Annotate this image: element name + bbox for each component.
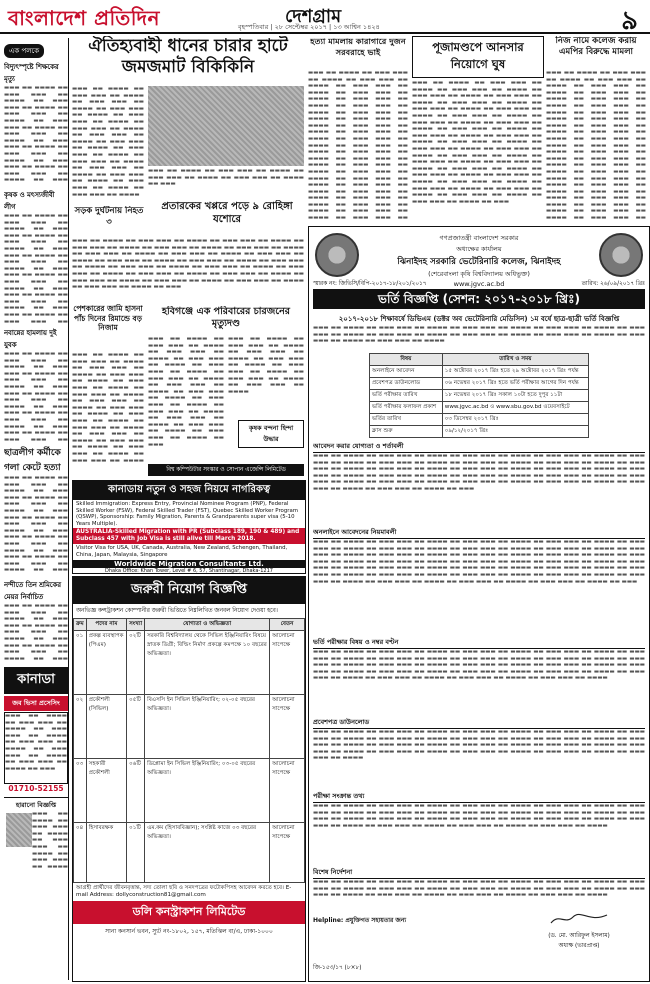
table-cell: ০১ [74,631,87,695]
story-police [72,352,144,462]
government-seal-icon [315,233,359,277]
paddy-market-photo [148,86,304,166]
story-headline: ঐতিহ্যবাহী ধানের চারার হাটে জমজমাট বিকিকিনি [88,36,288,77]
table-row [74,631,305,695]
table-row [370,366,589,378]
college-logo-icon [599,233,643,277]
story-road-box [72,206,146,238]
table-header-row [74,619,305,631]
page-number: ৯ [621,6,638,36]
table-cell: ০৩ ডিসেম্বর ২০১৭ খ্রিঃ [442,414,588,426]
table-row [370,390,589,402]
story-body: ▬▬▬ ▬▬ ▬▬▬▬ ▬▬ ▬▬▬ ▬▬▬ ▬▬ ▬▬▬▬ ▬▬ ▬▬▬ ▬▬▬ ▬▬ ▬▬▬▬ ▬▬ ▬▬▬ ▬▬▬ ▬▬ ▬▬▬▬ ▬▬ ▬▬▬ ▬▬▬ ▬▬ ▬▬▬▬ ▬▬ ▬▬▬ ▬▬▬ ▬▬ ▬▬▬▬ ▬▬ ▬▬▬ ▬▬▬ ▬▬ ▬▬▬▬ ▬▬ ▬▬▬ ▬▬▬ ▬▬ ▬▬▬▬ ▬▬ ▬▬▬ ▬▬▬ ▬▬ ▬▬▬▬ ▬▬ ▬▬▬ ▬▬▬ ▬▬ ▬▬▬▬ ▬▬ ▬▬▬ ▬▬▬ ▬▬ ▬▬▬▬ ▬▬ ▬▬▬ ▬▬▬ ▬▬ ▬▬▬▬ ▬▬ ▬▬▬ ▬▬▬ ▬▬ ▬▬▬▬ ▬▬ ▬▬▬ ▬▬▬ ▬▬ ▬▬▬▬ ▬▬ ▬▬▬ ▬▬▬ ▬▬ ▬▬▬▬ ▬▬ ▬▬▬ ▬▬▬ ▬▬ ▬▬▬▬ ▬▬ ▬▬▬ ▬▬▬ ▬▬ ▬▬▬▬ ▬▬ ▬▬▬ ▬▬▬ ▬▬ ▬▬▬▬ ▬▬ ▬▬▬ ▬▬▬ ▬▬ ▬▬▬▬ ▬▬ ▬▬▬ ▬▬▬ ▬▬ ▬▬▬▬ ▬▬ ▬▬▬ ▬▬▬ ▬▬ ▬▬▬▬ ▬▬ ▬▬▬ ▬▬▬ ▬▬ ▬▬▬▬ ▬▬ ▬▬▬ ▬▬▬ ▬▬ ▬▬▬▬ ▬▬ ▬▬▬ ▬▬▬ ▬▬ ▬▬▬▬ ▬▬ ▬▬▬ ▬▬▬ ▬▬ ▬▬▬▬ ▬▬ ▬▬▬ ▬▬▬ ▬▬ ▬▬▬▬ ▬▬ ▬▬▬ ▬▬▬ ▬▬ ▬▬▬▬ ▬▬ ▬▬▬ ▬▬▬ ▬▬ ▬▬▬▬ ▬▬ ▬▬▬ [412,80,542,205]
brief-headline: নন্দীতে তিন শ্রমিকের মেয়র নির্বাচিত [4,581,62,601]
story-kids-box [546,36,646,68]
col-header: বেতন [270,619,305,631]
table-cell: অনলাইনে আবেদন [370,366,443,378]
section-body: ▬▬▬ ▬▬ ▬▬▬▬ ▬▬ ▬▬▬ ▬▬▬ ▬▬ ▬▬▬▬ ▬▬ ▬▬▬ ▬▬▬ ▬▬ ▬▬▬▬ ▬▬ ▬▬▬ ▬▬▬ ▬▬ ▬▬▬▬ ▬▬ ▬▬▬ ▬▬▬ ▬▬ ▬▬▬▬ ▬▬ ▬▬▬ ▬▬▬ ▬▬ ▬▬▬▬ ▬▬ ▬▬▬ ▬▬▬ ▬▬ ▬▬▬▬ ▬▬ ▬▬▬ ▬▬▬ ▬▬ ▬▬▬▬ ▬▬ ▬▬▬ ▬▬▬ ▬▬ ▬▬▬▬ ▬▬ ▬▬▬ ▬▬▬ ▬▬ ▬▬▬▬ ▬▬ ▬▬▬ ▬▬▬ ▬▬ ▬▬▬▬ ▬▬ ▬▬▬ ▬▬▬ ▬▬ ▬▬▬▬ ▬▬ ▬▬▬ ▬▬▬ ▬▬ ▬▬▬▬ ▬▬ ▬▬▬ ▬▬▬ ▬▬ ▬▬▬▬ ▬▬ ▬▬▬ ▬▬▬ ▬▬ ▬▬▬▬ ▬▬ ▬▬▬ ▬▬▬ ▬▬ ▬▬▬▬ ▬▬ ▬▬▬ ▬▬▬ ▬▬ ▬▬▬▬ [313,729,645,762]
table-cell: ক্লাস শুরু [370,426,443,438]
job-ad-body: ▬▬▬ ▬▬ ▬▬▬▬ ▬▬ ▬▬▬ ▬▬▬ ▬▬ ▬▬▬▬ ▬▬ ▬▬▬ ▬▬▬ ▬▬ ▬▬▬▬ ▬▬ ▬▬▬ ▬▬▬ ▬▬ ▬▬▬▬ ▬▬ ▬▬▬ ▬▬▬ ▬▬ ▬▬▬▬ ▬▬ ▬▬▬ ▬▬▬ ▬▬ ▬▬▬▬ ▬▬ ▬▬▬ [4,712,68,784]
table-cell: আলোচনা সাপেক্ষে [270,631,305,695]
table-cell: আলোচনা সাপেক্ষে [270,695,305,759]
brief-headline: বিদ্যুৎস্পৃষ্টে শিক্ষকের মৃত্যু [4,63,59,83]
table-cell: ০১টি [127,823,145,883]
section-body: ▬▬▬ ▬▬ ▬▬▬▬ ▬▬ ▬▬▬ ▬▬▬ ▬▬ ▬▬▬▬ ▬▬ ▬▬▬ ▬▬▬ ▬▬ ▬▬▬▬ ▬▬ ▬▬▬ ▬▬▬ ▬▬ ▬▬▬▬ ▬▬ ▬▬▬ ▬▬▬ ▬▬ ▬▬▬▬ ▬▬ ▬▬▬ ▬▬▬ ▬▬ ▬▬▬▬ ▬▬ ▬▬▬ ▬▬▬ ▬▬ ▬▬▬▬ ▬▬ ▬▬▬ ▬▬▬ ▬▬ ▬▬▬▬ ▬▬ ▬▬▬ ▬▬▬ ▬▬ ▬▬▬▬ ▬▬ ▬▬▬ ▬▬▬ ▬▬ ▬▬▬▬ ▬▬ ▬▬▬ ▬▬▬ ▬▬ ▬▬▬▬ ▬▬ ▬▬▬ ▬▬▬ ▬▬ ▬▬▬▬ [313,879,645,899]
table-cell: ০৯/১২/২০১৭ খ্রিঃ [442,426,588,438]
col-header: যোগ্যতা ও অভিজ্ঞতা [145,619,270,631]
photo-caption: ▬▬▬ ▬▬ ▬▬▬▬ ▬▬ ▬▬▬ ▬▬▬ ▬▬ ▬▬▬▬ ▬▬ ▬▬▬ ▬▬▬ ▬▬ ▬▬▬▬ ▬▬ ▬▬▬ ▬▬▬ ▬▬ ▬▬▬▬ ▬▬ ▬▬▬ [148,168,304,188]
table-cell: আলোচনা সাপেক্ষে [270,823,305,883]
table-cell: সরকারি বিশ্ববিদ্যালয় থেকে সিভিল ইঞ্জিনিয়ারিং বিষয়ে স্নাতক ডিগ্রী; বিল্ডিং নির্মাণ প্রকল্পে কমপক্ষে ১০ বছরের অভিজ্ঞতা। [145,631,270,695]
story-headline: পেশকারের জামি হাসনা পাঁচ দিনের রিমান্ডে বড় নিজাম [73,304,143,332]
job-visa-ad: জব ভিসা প্রসেসিং [4,696,68,711]
story-paddy-headline-box [72,36,304,84]
ad-company: Worldwide Migration Consultants Ltd. [73,560,305,568]
missing-notice-title: হারানো বিজ্ঞপ্তি [4,797,68,811]
table-row [74,695,305,759]
table-cell: ০২ [74,695,87,759]
helpline: Helpline: প্রযুক্তিগত সহায়তার জন্য [313,917,407,924]
recruitment-table [73,618,305,883]
masthead [0,0,650,34]
col-header: পদের নাম [86,619,126,631]
brief-body: ▬▬▬ ▬▬ ▬▬▬▬ ▬▬ ▬▬▬ ▬▬▬ ▬▬ ▬▬▬▬ ▬▬ ▬▬▬ ▬▬▬ ▬▬ ▬▬▬▬ ▬▬ ▬▬▬ ▬▬▬ ▬▬ ▬▬▬▬ ▬▬ ▬▬▬ ▬▬▬ ▬▬ ▬▬▬▬ ▬▬ ▬▬▬ ▬▬▬ ▬▬ ▬▬▬▬ ▬▬ ▬▬▬ [4,603,68,662]
section-heading: বিশেষ নির্দেশনা [313,867,645,879]
table-cell: প্রবেশপত্র ডাউনলোড [370,378,443,390]
section-body: ▬▬▬ ▬▬ ▬▬▬▬ ▬▬ ▬▬▬ ▬▬▬ ▬▬ ▬▬▬▬ ▬▬ ▬▬▬ ▬▬▬ ▬▬ ▬▬▬▬ ▬▬ ▬▬▬ ▬▬▬ ▬▬ ▬▬▬▬ ▬▬ ▬▬▬ ▬▬▬ ▬▬ ▬▬▬▬ ▬▬ ▬▬▬ ▬▬▬ ▬▬ ▬▬▬▬ ▬▬ ▬▬▬ ▬▬▬ ▬▬ ▬▬▬▬ ▬▬ ▬▬▬ ▬▬▬ ▬▬ ▬▬▬▬ ▬▬ ▬▬▬ ▬▬▬ ▬▬ ▬▬▬▬ ▬▬ ▬▬▬ ▬▬▬ ▬▬ ▬▬▬▬ ▬▬ ▬▬▬ ▬▬▬ ▬▬ ▬▬▬▬ ▬▬ ▬▬▬ ▬▬▬ ▬▬ ▬▬▬▬ ▬▬ ▬▬▬ ▬▬▬ ▬▬ ▬▬▬▬ ▬▬ ▬▬▬ ▬▬▬ ▬▬ ▬▬▬▬ ▬▬ ▬▬▬ ▬▬▬ ▬▬ ▬▬▬▬ ▬▬ ▬▬▬ ▬▬▬ ▬▬ ▬▬▬▬ ▬▬ ▬▬▬ ▬▬▬ ▬▬ ▬▬▬▬ ▬▬ ▬▬▬ ▬▬▬ ▬▬ ▬▬▬▬ ▬▬ ▬▬▬ ▬▬▬ ▬▬ ▬▬▬▬ ▬▬ ▬▬▬ ▬▬▬ ▬▬ ▬▬▬▬ ▬▬ ▬▬▬ ▬▬▬ ▬▬ ▬▬▬▬ ▬▬ ▬▬▬ ▬▬▬ ▬▬ ▬▬▬▬ ▬▬ ▬▬▬ [313,453,645,492]
recruitment-footer: আগ্রহী প্রার্থীদের জীবনবৃত্তান্ত, সদ্য তোলা ছবি ও সনদপত্রের ফটোকপিসহ আবেদন করতে হবে। E-mail Address: dollyconstruction81@gmail.com [76,885,292,898]
dateline: বৃহস্পতিবার | ২৮ সেপ্টেম্বর ২০১৭ | ১৩ আশ্বিন ১৪২৪ [238,23,380,31]
section-body: ▬▬▬ ▬▬ ▬▬▬▬ ▬▬ ▬▬▬ ▬▬▬ ▬▬ ▬▬▬▬ ▬▬ ▬▬▬ ▬▬▬ ▬▬ ▬▬▬▬ ▬▬ ▬▬▬ ▬▬▬ ▬▬ ▬▬▬▬ ▬▬ ▬▬▬ ▬▬▬ ▬▬ ▬▬▬▬ ▬▬ ▬▬▬ ▬▬▬ ▬▬ ▬▬▬▬ ▬▬ ▬▬▬ ▬▬▬ ▬▬ ▬▬▬▬ ▬▬ ▬▬▬ ▬▬▬ ▬▬ ▬▬▬▬ ▬▬ ▬▬▬ ▬▬▬ ▬▬ ▬▬▬▬ ▬▬ ▬▬▬ ▬▬▬ ▬▬ ▬▬▬▬ ▬▬ ▬▬▬ ▬▬▬ ▬▬ ▬▬▬▬ ▬▬ ▬▬▬ ▬▬▬ ▬▬ ▬▬▬▬ ▬▬ ▬▬▬ ▬▬▬ ▬▬ ▬▬▬▬ ▬▬ ▬▬▬ ▬▬▬ ▬▬ ▬▬▬▬ ▬▬ ▬▬▬ ▬▬▬ ▬▬ ▬▬▬▬ ▬▬ ▬▬▬ ▬▬▬ ▬▬ ▬▬▬▬ ▬▬ ▬▬▬ ▬▬▬ ▬▬ ▬▬▬▬ ▬▬ ▬▬▬ ▬▬▬ ▬▬ ▬▬▬▬ ▬▬ ▬▬▬ ▬▬▬ ▬▬ ▬▬▬▬ ▬▬ ▬▬▬ ▬▬▬ ▬▬ ▬▬▬▬ [313,649,645,682]
story-body: ▬▬▬ ▬▬ ▬▬▬▬ ▬▬ ▬▬▬ ▬▬▬ ▬▬ ▬▬▬▬ ▬▬ ▬▬▬ ▬▬▬ ▬▬ ▬▬▬▬ ▬▬ ▬▬▬ ▬▬▬ ▬▬ ▬▬▬▬ ▬▬ ▬▬▬ ▬▬▬ ▬▬ ▬▬▬▬ ▬▬ ▬▬▬ ▬▬▬ ▬▬ ▬▬▬▬ ▬▬ ▬▬▬ ▬▬▬ ▬▬ ▬▬▬▬ ▬▬ ▬▬▬ ▬▬▬ ▬▬ ▬▬▬▬ ▬▬ ▬▬▬ ▬▬▬ ▬▬ ▬▬▬▬ ▬▬ ▬▬▬ ▬▬▬ ▬▬ ▬▬▬▬ ▬▬ ▬▬▬ ▬▬▬ ▬▬ ▬▬▬▬ ▬▬ ▬▬▬ ▬▬▬ ▬▬ ▬▬▬▬ ▬▬ ▬▬▬ ▬▬▬ ▬▬ ▬▬▬▬ ▬▬ ▬▬▬ ▬▬▬ ▬▬ ▬▬▬▬ [72,352,144,462]
office-line: অধ্যক্ষের কার্যালয় [456,245,502,253]
ad-title: কানাডায় নতুন ও সহজ নিয়মে নাগরিকত্ব [73,481,305,500]
table-cell: ১৮ নভেম্বর ২০১৭ খ্রিঃ সকাল ১০টা হতে দুপুর ১১টা [442,390,588,402]
canada-ad: কানাডা [4,667,68,694]
col-header: তারিখ ও সময় [442,354,588,366]
missing-person-photo [6,813,32,847]
story-fire-box [148,306,304,334]
story-body: ▬▬▬ ▬▬ ▬▬▬▬ ▬▬ ▬▬▬ ▬▬▬ ▬▬ ▬▬▬▬ ▬▬ ▬▬▬ ▬▬▬ ▬▬ ▬▬▬▬ ▬▬ ▬▬▬ ▬▬▬ ▬▬ ▬▬▬▬ ▬▬ ▬▬▬ ▬▬▬ ▬▬ ▬▬▬▬ ▬▬ ▬▬▬ ▬▬▬ ▬▬ ▬▬▬▬ ▬▬ ▬▬▬ ▬▬▬ ▬▬ ▬▬▬▬ [228,336,304,395]
recruitment-address: সানা কনসার্ন ভবন, স্যুট নং-১৮০২, ১৫৭, মতিঝিল বা/এ, ঢাকা-১০০০ [105,928,273,935]
table-cell: ০৬ নভেম্বর ২০১৭ খ্রিঃ হতে ভর্তি পরীক্ষার আগের দিন পর্যন্ত [442,378,588,390]
story-headline: সড়ক দুর্ঘটনায় নিহত ৩ [74,206,144,227]
column-label: এক পলকে [4,44,44,58]
table-cell: ০৩ [74,759,87,823]
story-murder-box [308,36,408,68]
table-cell: ০৫টি [127,695,145,759]
signature-icon [549,911,609,927]
table-row [370,414,589,426]
table-row [370,402,589,414]
col-header: বিষয় [370,354,443,366]
table-header-row [370,354,589,366]
table-cell: প্রকল্প ব্যবস্থাপক (পিএম) [86,631,126,695]
story-police-box [72,304,144,352]
table-cell: ভর্তি পরীক্ষার ফলাফল প্রকাশ [370,402,443,414]
story-body: ▬▬▬ ▬▬ ▬▬▬▬ ▬▬ ▬▬▬ ▬▬▬ ▬▬ ▬▬▬▬ ▬▬ ▬▬▬ ▬▬▬ ▬▬ ▬▬▬▬ ▬▬ ▬▬▬ ▬▬▬ ▬▬ ▬▬▬▬ ▬▬ ▬▬▬ ▬▬▬ ▬▬ ▬▬▬▬ ▬▬ ▬▬▬ ▬▬▬ ▬▬ ▬▬▬▬ ▬▬ ▬▬▬ ▬▬▬ ▬▬ ▬▬▬▬ ▬▬ ▬▬▬ ▬▬▬ ▬▬ ▬▬▬▬ ▬▬ ▬▬▬ ▬▬▬ ▬▬ ▬▬▬▬ ▬▬ ▬▬▬ ▬▬▬ ▬▬ ▬▬▬▬ ▬▬ ▬▬▬ ▬▬▬ ▬▬ ▬▬▬▬ ▬▬ ▬▬▬ ▬▬▬ ▬▬ ▬▬▬▬ ▬▬ ▬▬▬ ▬▬▬ ▬▬ ▬▬▬▬ ▬▬ ▬▬▬ ▬▬▬ ▬▬ ▬▬▬▬ ▬▬ ▬▬▬ ▬▬▬ ▬▬ ▬▬▬▬ ▬▬ ▬▬▬ ▬▬▬ ▬▬ ▬▬▬▬ ▬▬ ▬▬▬ ▬▬▬ ▬▬ ▬▬▬▬ ▬▬ ▬▬▬ ▬▬▬ ▬▬ ▬▬▬▬ ▬▬ ▬▬▬ ▬▬▬ ▬▬ ▬▬▬▬ ▬▬ ▬▬▬ ▬▬▬ ▬▬ ▬▬▬▬ ▬▬ ▬▬▬ ▬▬▬ ▬▬ ▬▬▬▬ ▬▬ ▬▬▬ ▬▬▬ ▬▬ ▬▬▬▬ ▬▬ ▬▬▬ ▬▬▬ ▬▬ ▬▬▬▬ ▬▬ ▬▬▬ ▬▬▬ ▬▬ [308,70,408,220]
table-cell: ০২টি [127,631,145,695]
col-header: ক্রম [74,619,87,631]
notice-body [313,439,645,909]
ad-address: Dhaka Office: Khan Tower, Level # 6, 57, Shantinagar, Dhaka-1217 [105,567,273,574]
section-body: ▬▬▬ ▬▬ ▬▬▬▬ ▬▬ ▬▬▬ ▬▬▬ ▬▬ ▬▬▬▬ ▬▬ ▬▬▬ ▬▬▬ ▬▬ ▬▬▬▬ ▬▬ ▬▬▬ ▬▬▬ ▬▬ ▬▬▬▬ ▬▬ ▬▬▬ ▬▬▬ ▬▬ ▬▬▬▬ ▬▬ ▬▬▬ ▬▬▬ ▬▬ ▬▬▬▬ ▬▬ ▬▬▬ ▬▬▬ ▬▬ ▬▬▬▬ ▬▬ ▬▬▬ ▬▬▬ ▬▬ ▬▬▬▬ ▬▬ ▬▬▬ ▬▬▬ ▬▬ ▬▬▬▬ ▬▬ ▬▬▬ ▬▬▬ ▬▬ ▬▬▬▬ ▬▬ ▬▬▬ ▬▬▬ ▬▬ ▬▬▬▬ ▬▬ ▬▬▬ ▬▬▬ ▬▬ ▬▬▬▬ ▬▬ ▬▬▬ ▬▬▬ ▬▬ ▬▬▬▬ ▬▬ ▬▬▬ ▬▬▬ ▬▬ ▬▬▬▬ ▬▬ ▬▬▬ ▬▬▬ ▬▬ ▬▬▬▬ ▬▬ ▬▬▬ ▬▬▬ ▬▬ ▬▬▬▬ [313,803,645,829]
story-headline: প্রতারকের খপ্পরে পড়ে ৯ রোহিঙ্গা যশোরে [161,201,293,225]
story-headline: হত্যা মামলায় কারাগারে দুজন সরবরাহে ভাই [310,36,406,57]
recruitment-company: ডলি কনস্ট্রাকশন লিমিটেড [73,901,305,924]
story-fire [148,336,304,462]
canada-immigration-ad [72,480,306,574]
notice-intro: ▬▬▬ ▬▬ ▬▬▬▬ ▬▬ ▬▬▬ ▬▬▬ ▬▬ ▬▬▬▬ ▬▬ ▬▬▬ ▬▬▬ ▬▬ ▬▬▬▬ ▬▬ ▬▬▬ ▬▬▬ ▬▬ ▬▬▬▬ ▬▬ ▬▬▬ ▬▬▬ ▬▬ ▬▬▬▬ ▬▬ ▬▬▬ ▬▬▬ ▬▬ ▬▬▬▬ ▬▬ ▬▬▬ ▬▬▬ ▬▬ ▬▬▬▬ ▬▬ ▬▬▬ ▬▬▬ ▬▬ ▬▬▬▬ ▬▬ ▬▬▬ ▬▬▬ ▬▬ ▬▬▬▬ ▬▬ ▬▬▬ ▬▬▬ ▬▬ ▬▬▬▬ [313,325,645,345]
brief-body: ▬▬▬ ▬▬ ▬▬▬▬ ▬▬ ▬▬▬ ▬▬▬ ▬▬ ▬▬▬▬ ▬▬ ▬▬▬ ▬▬▬ ▬▬ ▬▬▬▬ ▬▬ ▬▬▬ ▬▬▬ ▬▬ ▬▬▬▬ ▬▬ ▬▬▬ ▬▬▬ ▬▬ ▬▬▬▬ ▬▬ ▬▬▬ ▬▬▬ ▬▬ ▬▬▬▬ ▬▬ ▬▬▬ ▬▬▬ ▬▬ ▬▬▬▬ ▬▬ ▬▬▬ ▬▬▬ ▬▬ ▬▬▬▬ ▬▬ ▬▬▬ ▬▬▬ ▬▬ ▬▬▬▬ ▬▬ ▬▬▬ ▬▬▬ ▬▬ ▬▬▬▬ ▬▬ ▬▬▬ [4,85,68,184]
story-ansar [412,80,542,220]
col-header: সংখ্যা [127,619,145,631]
college-website: www.jgvc.ac.bd [453,280,505,288]
story-murder [308,70,408,220]
story-headline: নিজ নামে কলেজ করায় এমপির বিরুদ্ধে মামলা [555,36,637,57]
left-column [4,38,69,980]
sub-caption: কৃষক বন্দনা হিন্দা উদ্ধার [238,420,304,448]
story-body: ▬▬▬ ▬▬ ▬▬▬▬ ▬▬ ▬▬▬ ▬▬▬ ▬▬ ▬▬▬▬ ▬▬ ▬▬▬ ▬▬▬ ▬▬ ▬▬▬▬ ▬▬ ▬▬▬ ▬▬▬ ▬▬ ▬▬▬▬ ▬▬ ▬▬▬ ▬▬▬ ▬▬ ▬▬▬▬ ▬▬ ▬▬▬ ▬▬▬ ▬▬ ▬▬▬▬ ▬▬ ▬▬▬ ▬▬▬ ▬▬ ▬▬▬▬ ▬▬ ▬▬▬ ▬▬▬ ▬▬ ▬▬▬▬ ▬▬ ▬▬▬ ▬▬▬ ▬▬ ▬▬▬▬ ▬▬ ▬▬▬ ▬▬▬ ▬▬ ▬▬▬▬ ▬▬ ▬▬▬ ▬▬▬ ▬▬ ▬▬▬▬ ▬▬ ▬▬▬ ▬▬▬ ▬▬ ▬▬▬▬ ▬▬ ▬▬▬ ▬▬▬ ▬▬ ▬▬▬▬ ▬▬ ▬▬▬ ▬▬▬ ▬▬ ▬▬▬▬ ▬▬ ▬▬▬ ▬▬▬ ▬▬ ▬▬▬▬ ▬▬ ▬▬▬ ▬▬▬ ▬▬ ▬▬▬▬ ▬▬ ▬▬▬ ▬▬▬ ▬▬ ▬▬▬▬ ▬▬ ▬▬▬ ▬▬▬ ▬▬ ▬▬▬▬ ▬▬ ▬▬▬ ▬▬▬ ▬▬ ▬▬▬▬ ▬▬ ▬▬▬ ▬▬▬ ▬▬ ▬▬▬▬ ▬▬ ▬▬▬ ▬▬▬ ▬▬ ▬▬▬▬ ▬▬ ▬▬▬ ▬▬▬ ▬▬ ▬▬▬▬ ▬▬ ▬▬▬ ▬▬▬ ▬▬ ▬▬▬▬ ▬▬ ▬▬▬ ▬▬▬ ▬▬ [546,70,646,220]
section-title: দেশগ্রাম [285,6,342,27]
brief-body: ▬▬▬ ▬▬ ▬▬▬▬ ▬▬ ▬▬▬ ▬▬▬ ▬▬ ▬▬▬▬ ▬▬ ▬▬▬ ▬▬▬ ▬▬ ▬▬▬▬ ▬▬ ▬▬▬ ▬▬▬ ▬▬ ▬▬▬▬ ▬▬ ▬▬▬ ▬▬▬ ▬▬ ▬▬▬▬ ▬▬ ▬▬▬ ▬▬▬ ▬▬ ▬▬▬▬ ▬▬ ▬▬▬ ▬▬▬ ▬▬ ▬▬▬▬ ▬▬ ▬▬▬ ▬▬▬ ▬▬ ▬▬▬▬ ▬▬ ▬▬▬ ▬▬▬ ▬▬ ▬▬▬▬ ▬▬ ▬▬▬ ▬▬▬ ▬▬ ▬▬▬▬ ▬▬ ▬▬▬ [4,475,68,574]
schedule-table [369,353,589,438]
table-cell: আলোচনা সাপেক্ষে [270,759,305,823]
brief-body: ▬▬▬ ▬▬ ▬▬▬▬ ▬▬ ▬▬▬ ▬▬▬ ▬▬ ▬▬▬▬ ▬▬ ▬▬▬ ▬▬▬ ▬▬ ▬▬▬▬ ▬▬ ▬▬▬ ▬▬▬ ▬▬ ▬▬▬▬ ▬▬ ▬▬▬ ▬▬▬ ▬▬ ▬▬▬▬ ▬▬ ▬▬▬ ▬▬▬ ▬▬ ▬▬▬▬ ▬▬ ▬▬▬ ▬▬▬ ▬▬ ▬▬▬▬ ▬▬ ▬▬▬ ▬▬▬ ▬▬ ▬▬▬▬ ▬▬ ▬▬▬ ▬▬▬ ▬▬ ▬▬▬▬ ▬▬ ▬▬▬ ▬▬▬ ▬▬ [4,351,68,441]
recruitment-intro: অনভিজ্ঞ কন্সট্রাকশন কোম্পানীর জরুরী ভিত্তিতে নিম্নলিখিত জনবল নিয়োগ দেওয়া হবে। [76,608,278,614]
missing-notice-body: ▬▬▬ ▬▬ ▬▬▬▬ ▬▬ ▬▬▬ ▬▬▬ ▬▬ ▬▬▬▬ ▬▬ ▬▬▬ ▬▬▬ ▬▬ ▬▬▬▬ ▬▬ ▬▬▬ ▬▬▬ ▬▬ ▬▬▬▬ [32,811,68,870]
gov-line: গণপ্রজাতন্ত্রী বাংলাদেশ সরকার [439,234,519,242]
brief-headline: কৃষক ও মৎস্যজীবী লীগ [4,191,55,211]
ad-skilled-text: Skilled Immigration: Express Entry, Provincial Nominee Program (PNP), Federal Skilled Worker (FSW), Federal Skilled Trader (FST), Quebec Skilled Worker Program (QSWP), Sponsorship: Family Migration, Parents & Grandparents super visa (5-10 Years Multiple). [76,501,299,527]
story-headline: হবিগঞ্জে এক পরিবারের চারজনের মৃত্যুদণ্ড [162,306,290,329]
table-row [370,426,589,438]
recruitment-ad [72,576,306,982]
memo-number: স্মারক নং: জিভিসি/বিপি-২০১৭-১৮/২০১/২০১৭ [313,281,427,287]
section-heading: ভর্তি পরীক্ষার বিষয় ও নম্বর বণ্টন [313,637,645,649]
table-cell: এম.কম (হিসাববিজ্ঞান); সংশ্লিষ্ট কাজে ০৩ বছরের অভিজ্ঞতা। [145,823,270,883]
table-cell: প্রকৌশলী (সিভিল) [86,695,126,759]
signatory-name: (ড. মো. আরিফুল ইসলাম) [548,933,610,939]
story-body: ▬▬▬ ▬▬ ▬▬▬▬ ▬▬ ▬▬▬ ▬▬▬ ▬▬ ▬▬▬▬ ▬▬ ▬▬▬ ▬▬▬ ▬▬ ▬▬▬▬ ▬▬ ▬▬▬ ▬▬▬ ▬▬ ▬▬▬▬ ▬▬ ▬▬▬ ▬▬▬ ▬▬ ▬▬▬▬ ▬▬ ▬▬▬ ▬▬▬ ▬▬ ▬▬▬▬ ▬▬ ▬▬▬ ▬▬▬ ▬▬ ▬▬▬▬ ▬▬ ▬▬▬ ▬▬▬ ▬▬ ▬▬▬▬ ▬▬ ▬▬▬ ▬▬▬ ▬▬ ▬▬▬▬ ▬▬ ▬▬▬ ▬▬▬ ▬▬ ▬▬▬▬ ▬▬ ▬▬▬ ▬▬▬ ▬▬ ▬▬▬▬ ▬▬ ▬▬▬ ▬▬▬ ▬▬ ▬▬▬▬ ▬▬ ▬▬▬ ▬▬▬ ▬▬ ▬▬▬▬ ▬▬ ▬▬▬ ▬▬▬ ▬▬ ▬▬▬▬ ▬▬ ▬▬▬ ▬▬▬ ▬▬ ▬▬▬▬ ▬▬ ▬▬▬ ▬▬▬ ▬▬ ▬▬▬▬ ▬▬ ▬▬▬ ▬▬▬ ▬▬ ▬▬▬▬ ▬▬ ▬▬▬ ▬▬▬ ▬▬ ▬▬▬▬ ▬▬ ▬▬▬ ▬▬▬ ▬▬ ▬▬▬▬ ▬▬ ▬▬▬ ▬▬▬ ▬▬ ▬▬▬▬ ▬▬ ▬▬▬ ▬▬▬ ▬▬ ▬▬▬▬ ▬▬ ▬▬▬ [72,238,304,291]
section-heading: প্রবেশপত্র ডাউনলোড [313,717,645,729]
ad-australia-text: AUSTRALIA-Skilled Migration with PR (Subclass 189, 190 & 489) and Subclass 457 with Job Visa is still alive till March 2018. [73,528,305,544]
story-ansar-box [412,36,544,78]
table-cell: ১৫ অক্টোবর ২০১৭ খ্রিঃ হতে ২৯ অক্টোবর ২০১৭ খ্রিঃ পর্যন্ত [442,366,588,378]
ad-visit-text: Visitor Visa for USA, UK, Canada, Australia, New Zealand, Schengen, Thailand, China, Japan, Malaysia, Singapore [76,545,288,558]
table-cell: www.jgvc.ac.bd ও www.sbu.gov.bd ওয়েবসাইটে [442,402,588,414]
story-rohingya-box [150,200,304,236]
recruitment-title: জরুরী নিয়োগ বিজ্ঞপ্তি [73,577,305,604]
table-cell: ০৬টি [127,759,145,823]
notice-subtitle: ২০১৭-২০১৮ শিক্ষাবর্ষে ডিভিএম (ডক্টর অব ভেটেরিনারি মেডিসিন) ১ম বর্ষে ছাত্র-ছাত্রী ভর্তি বিজ্ঞপ্তি [338,315,620,323]
notice-ref: জি-১৫৩/১৭ (৮×৮) [313,965,362,971]
brief-headline: ছাত্রলীগ কর্মীকে গলা কেটে হত্যা [4,448,61,473]
notice-date: তারিখ: ২৬/০৯/২০১৭ খ্রিঃ [581,281,645,287]
brief-body: ▬▬▬ ▬▬ ▬▬▬▬ ▬▬ ▬▬▬ ▬▬▬ ▬▬ ▬▬▬▬ ▬▬ ▬▬▬ ▬▬▬ ▬▬ ▬▬▬▬ ▬▬ ▬▬▬ ▬▬▬ ▬▬ ▬▬▬▬ ▬▬ ▬▬▬ ▬▬▬ ▬▬ ▬▬▬▬ ▬▬ ▬▬▬ ▬▬▬ ▬▬ ▬▬▬▬ ▬▬ ▬▬▬ ▬▬▬ ▬▬ ▬▬▬▬ ▬▬ ▬▬▬ ▬▬▬ ▬▬ ▬▬▬▬ ▬▬ ▬▬▬ ▬▬▬ ▬▬ ▬▬▬▬ ▬▬ ▬▬▬ ▬▬▬ ▬▬ ▬▬▬▬ ▬▬ ▬▬▬ ▬▬▬ ▬▬ ▬▬▬▬ ▬▬ ▬▬▬ ▬▬▬ ▬▬ [4,213,68,323]
table-cell: বিএসসি ইন সিভিল ইঞ্জিনিয়ারিং; ০২-০৫ বছরের অভিজ্ঞতা। [145,695,270,759]
admission-notice [308,226,650,982]
table-row [74,823,305,883]
table-cell: ভর্তির তারিখ [370,414,443,426]
college-name: ঝিনাইদহ সরকারি ভেটেরিনারি কলেজ, ঝিনাইদহ [397,257,561,267]
section-body: ▬▬▬ ▬▬ ▬▬▬▬ ▬▬ ▬▬▬ ▬▬▬ ▬▬ ▬▬▬▬ ▬▬ ▬▬▬ ▬▬▬ ▬▬ ▬▬▬▬ ▬▬ ▬▬▬ ▬▬▬ ▬▬ ▬▬▬▬ ▬▬ ▬▬▬ ▬▬▬ ▬▬ ▬▬▬▬ ▬▬ ▬▬▬ ▬▬▬ ▬▬ ▬▬▬▬ ▬▬ ▬▬▬ ▬▬▬ ▬▬ ▬▬▬▬ ▬▬ ▬▬▬ ▬▬▬ ▬▬ ▬▬▬▬ ▬▬ ▬▬▬ ▬▬▬ ▬▬ ▬▬▬▬ ▬▬ ▬▬▬ ▬▬▬ ▬▬ ▬▬▬▬ ▬▬ ▬▬▬ ▬▬▬ ▬▬ ▬▬▬▬ ▬▬ ▬▬▬ ▬▬▬ ▬▬ ▬▬▬▬ ▬▬ ▬▬▬ ▬▬▬ ▬▬ ▬▬▬▬ ▬▬ ▬▬▬ ▬▬▬ ▬▬ ▬▬▬▬ ▬▬ ▬▬▬ ▬▬▬ ▬▬ ▬▬▬▬ ▬▬ ▬▬▬ ▬▬▬ ▬▬ ▬▬▬▬ ▬▬ ▬▬▬ ▬▬▬ ▬▬ ▬▬▬▬ ▬▬ ▬▬▬ ▬▬▬ ▬▬ ▬▬▬▬ ▬▬ ▬▬▬ ▬▬▬ ▬▬ ▬▬▬▬ ▬▬ ▬▬▬ ▬▬▬ ▬▬ ▬▬▬▬ ▬▬ ▬▬▬ ▬▬▬ ▬▬ ▬▬▬▬ ▬▬ ▬▬▬ ▬▬▬ ▬▬ ▬▬▬▬ ▬▬ ▬▬▬ ▬▬▬ ▬▬ ▬▬▬▬ ▬▬ ▬▬▬ ▬▬▬ ▬▬ ▬▬▬▬ ▬▬ ▬▬▬ ▬▬▬ ▬▬ ▬▬▬▬ ▬▬ ▬▬▬ ▬▬▬ ▬▬ ▬▬▬▬ ▬▬ ▬▬▬ ▬▬▬ ▬▬ ▬▬▬▬ ▬▬ ▬▬▬ ▬▬▬ ▬▬ ▬▬▬▬ ▬▬ ▬▬▬ [313,539,645,585]
job-ad-phone: 01710-52155 [8,784,64,793]
section-heading: আবেদন করার যোগ্যতা ও শর্তাবলী [313,441,645,453]
table-row [370,378,589,390]
newspaper-logo: বাংলাদেশ প্রতিদিন [8,6,160,30]
table-cell: ভর্তি পরীক্ষার তারিখ [370,390,443,402]
story-headline: পূজামণ্ডপে আনসার নিয়োগে ঘুষ [432,40,524,71]
brief-headline: নবান্নের হামলায় দুই যুবক [4,329,57,349]
table-cell: ০৪ [74,823,87,883]
story-rohingya [72,238,304,302]
story-paddy [72,86,304,202]
notice-strip: বিশ্ব কম্পিউটার সংস্কার ও সোপান এজেন্সি লিমিটেড [148,464,304,476]
table-row [74,759,305,823]
story-kids [546,70,646,220]
section-heading: অনলাইনে আবেদনের নিয়মাবলী [313,527,645,539]
story-body: ▬▬▬ ▬▬ ▬▬▬▬ ▬▬ ▬▬▬ ▬▬▬ ▬▬ ▬▬▬▬ ▬▬ ▬▬▬ ▬▬▬ ▬▬ ▬▬▬▬ ▬▬ ▬▬▬ ▬▬▬ ▬▬ ▬▬▬▬ ▬▬ ▬▬▬ ▬▬▬ ▬▬ ▬▬▬▬ ▬▬ ▬▬▬ ▬▬▬ ▬▬ ▬▬▬▬ ▬▬ ▬▬▬ ▬▬▬ ▬▬ ▬▬▬▬ ▬▬ ▬▬▬ ▬▬▬ ▬▬ ▬▬▬▬ ▬▬ ▬▬▬ ▬▬▬ ▬▬ ▬▬▬▬ ▬▬ ▬▬▬ ▬▬▬ ▬▬ ▬▬▬▬ ▬▬ ▬▬▬ ▬▬▬ ▬▬ ▬▬▬▬ ▬▬ ▬▬▬ ▬▬▬ ▬▬ ▬▬▬▬ ▬▬ ▬▬▬ ▬▬▬ ▬▬ ▬▬▬▬ ▬▬ ▬▬▬ [148,336,224,448]
table-cell: সহকারী প্রকৌশলী [86,759,126,823]
notice-title: ভর্তি বিজ্ঞপ্তি (সেশন: ২০১৭-২০১৮ খ্রিঃ) [313,289,645,309]
table-cell: হিসাবরক্ষক [86,823,126,883]
signatory-title: অধ্যক্ষ (ভারপ্রাপ্ত) [558,943,600,949]
table-cell: ডিপ্লোমা ইন সিভিল ইঞ্জিনিয়ারিং; ০৩-০৫ বছরের অভিজ্ঞতা। [145,759,270,823]
story-body: ▬▬▬ ▬▬ ▬▬▬▬ ▬▬ ▬▬▬ ▬▬▬ ▬▬ ▬▬▬▬ ▬▬ ▬▬▬ ▬▬▬ ▬▬ ▬▬▬▬ ▬▬ ▬▬▬ ▬▬▬ ▬▬ ▬▬▬▬ ▬▬ ▬▬▬ ▬▬▬ ▬▬ ▬▬▬▬ ▬▬ ▬▬▬ ▬▬▬ ▬▬ ▬▬▬▬ ▬▬ ▬▬▬ ▬▬▬ ▬▬ ▬▬▬▬ ▬▬ ▬▬▬ ▬▬▬ ▬▬ ▬▬▬▬ ▬▬ ▬▬▬ ▬▬▬ ▬▬ ▬▬▬▬ ▬▬ ▬▬▬ ▬▬▬ ▬▬ ▬▬▬▬ ▬▬ ▬▬▬ ▬▬▬ ▬▬ ▬▬▬▬ ▬▬ ▬▬▬ ▬▬▬ ▬▬ ▬▬▬▬ ▬▬ ▬▬▬ ▬▬▬ ▬▬ ▬▬▬▬ ▬▬ ▬▬▬ ▬▬▬ ▬▬ ▬▬▬▬ [72,86,144,198]
section-heading: পরীক্ষা সংক্রান্ত তথ্য [313,791,645,803]
affiliation-line: (শেরেবাংলা কৃষি বিশ্ববিদ্যালয় অধিভুক্ত) [428,270,530,278]
